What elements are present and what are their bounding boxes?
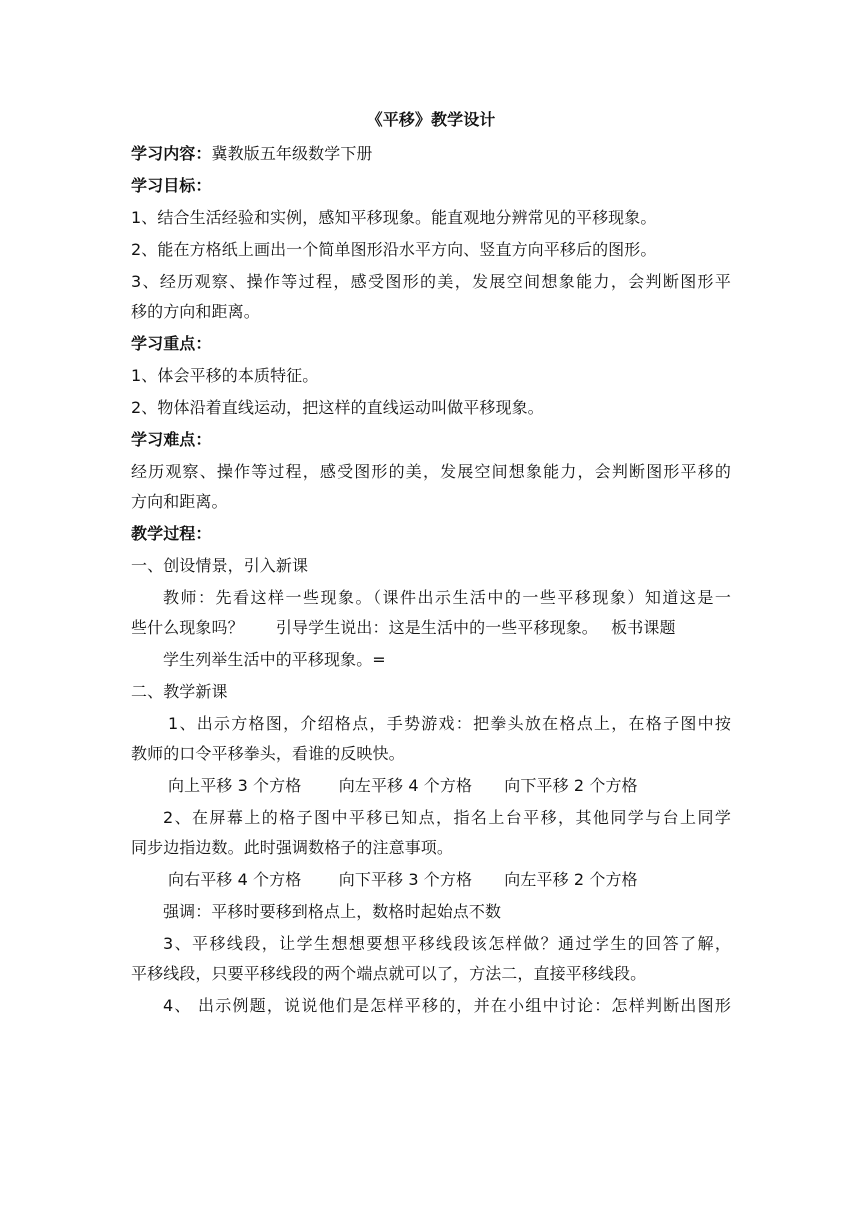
section-2-commands-1: 向上平移 3 个方格 向左平移 4 个方格 向下平移 2 个方格 xyxy=(168,776,638,795)
key-point-2: 2、物体沿着直线运动，把这样的直线运动叫做平移现象。 xyxy=(131,398,544,417)
difficulty-line-2: 方向和距离。 xyxy=(131,492,228,511)
section-1-paragraph-1-line-2: 些什么现象吗？ 引导学生说出：这是生活中的一些平移现象。 板书课题 xyxy=(131,618,676,637)
goal-item-3-line-1: 3、经历观察、操作等过程，感受图形的美，发展空间想象能力，会判断图形平 xyxy=(131,272,731,291)
key-point-1: 1、体会平移的本质特征。 xyxy=(131,366,319,385)
section-1-paragraph-2: 学生列举生活中的平移现象。= xyxy=(163,650,386,669)
section-2-paragraph-2-line-1: 2、在屏幕上的格子图中平移已知点，指名上台平移，其他同学与台上同学 xyxy=(163,808,731,827)
section-1-paragraph-1-line-1: 教师：先看这样一些现象。（课件出示生活中的一些平移现象）知道这是一 xyxy=(163,588,731,607)
section-2-paragraph-2-line-2: 同步边指边数。此时强调数格子的注意事项。 xyxy=(131,838,454,857)
section-2-emphasis: 强调：平移时要移到格点上，数格时起始点不数 xyxy=(163,902,502,921)
section-1-heading: 一、创设情景，引入新课 xyxy=(131,556,309,575)
section-2-paragraph-1-line-2: 教师的口令平移拳头，看谁的反映快。 xyxy=(131,744,405,763)
section-2-paragraph-3-line-2: 平移线段，只要平移线段的两个端点就可以了，方法二，直接平移线段。 xyxy=(131,964,647,983)
learning-goals-heading: 学习目标： xyxy=(131,176,212,195)
learning-content-label: 学习内容： xyxy=(131,144,212,163)
learning-content-row xyxy=(131,144,731,164)
key-points-heading: 学习重点： xyxy=(131,334,212,353)
learning-content-value: 冀教版五年级数学下册 xyxy=(211,144,373,163)
teaching-process-heading: 教学过程： xyxy=(131,524,212,543)
difficulty-heading: 学习难点： xyxy=(131,430,212,449)
document-title: 《平移》教学设计 xyxy=(366,110,496,129)
section-2-commands-2: 向右平移 4 个方格 向下平移 3 个方格 向左平移 2 个方格 xyxy=(168,870,638,889)
section-2-paragraph-3-line-1: 3、平移线段，让学生想想要想平移线段该怎样做？通过学生的回答了解， xyxy=(163,934,731,953)
difficulty-line-1: 经历观察、操作等过程，感受图形的美，发展空间想象能力，会判断图形平移的 xyxy=(131,462,731,481)
section-2-paragraph-4-line-1: 4、 出示例题，说说他们是怎样平移的，并在小组中讨论：怎样判断出图形 xyxy=(163,996,731,1015)
section-2-paragraph-1-line-1: 1、出示方格图，介绍格点，手势游戏：把拳头放在格点上，在格子图中按 xyxy=(168,714,731,733)
document-body xyxy=(131,110,731,1028)
section-2-heading: 二、教学新课 xyxy=(131,682,228,701)
goal-item-3-line-2: 移的方向和距离。 xyxy=(131,302,260,321)
goal-item-1: 1、结合生活经验和实例，感知平移现象。能直观地分辨常见的平移现象。 xyxy=(131,208,657,227)
goal-item-2: 2、能在方格纸上画出一个简单图形沿水平方向、竖直方向平移后的图形。 xyxy=(131,240,657,259)
